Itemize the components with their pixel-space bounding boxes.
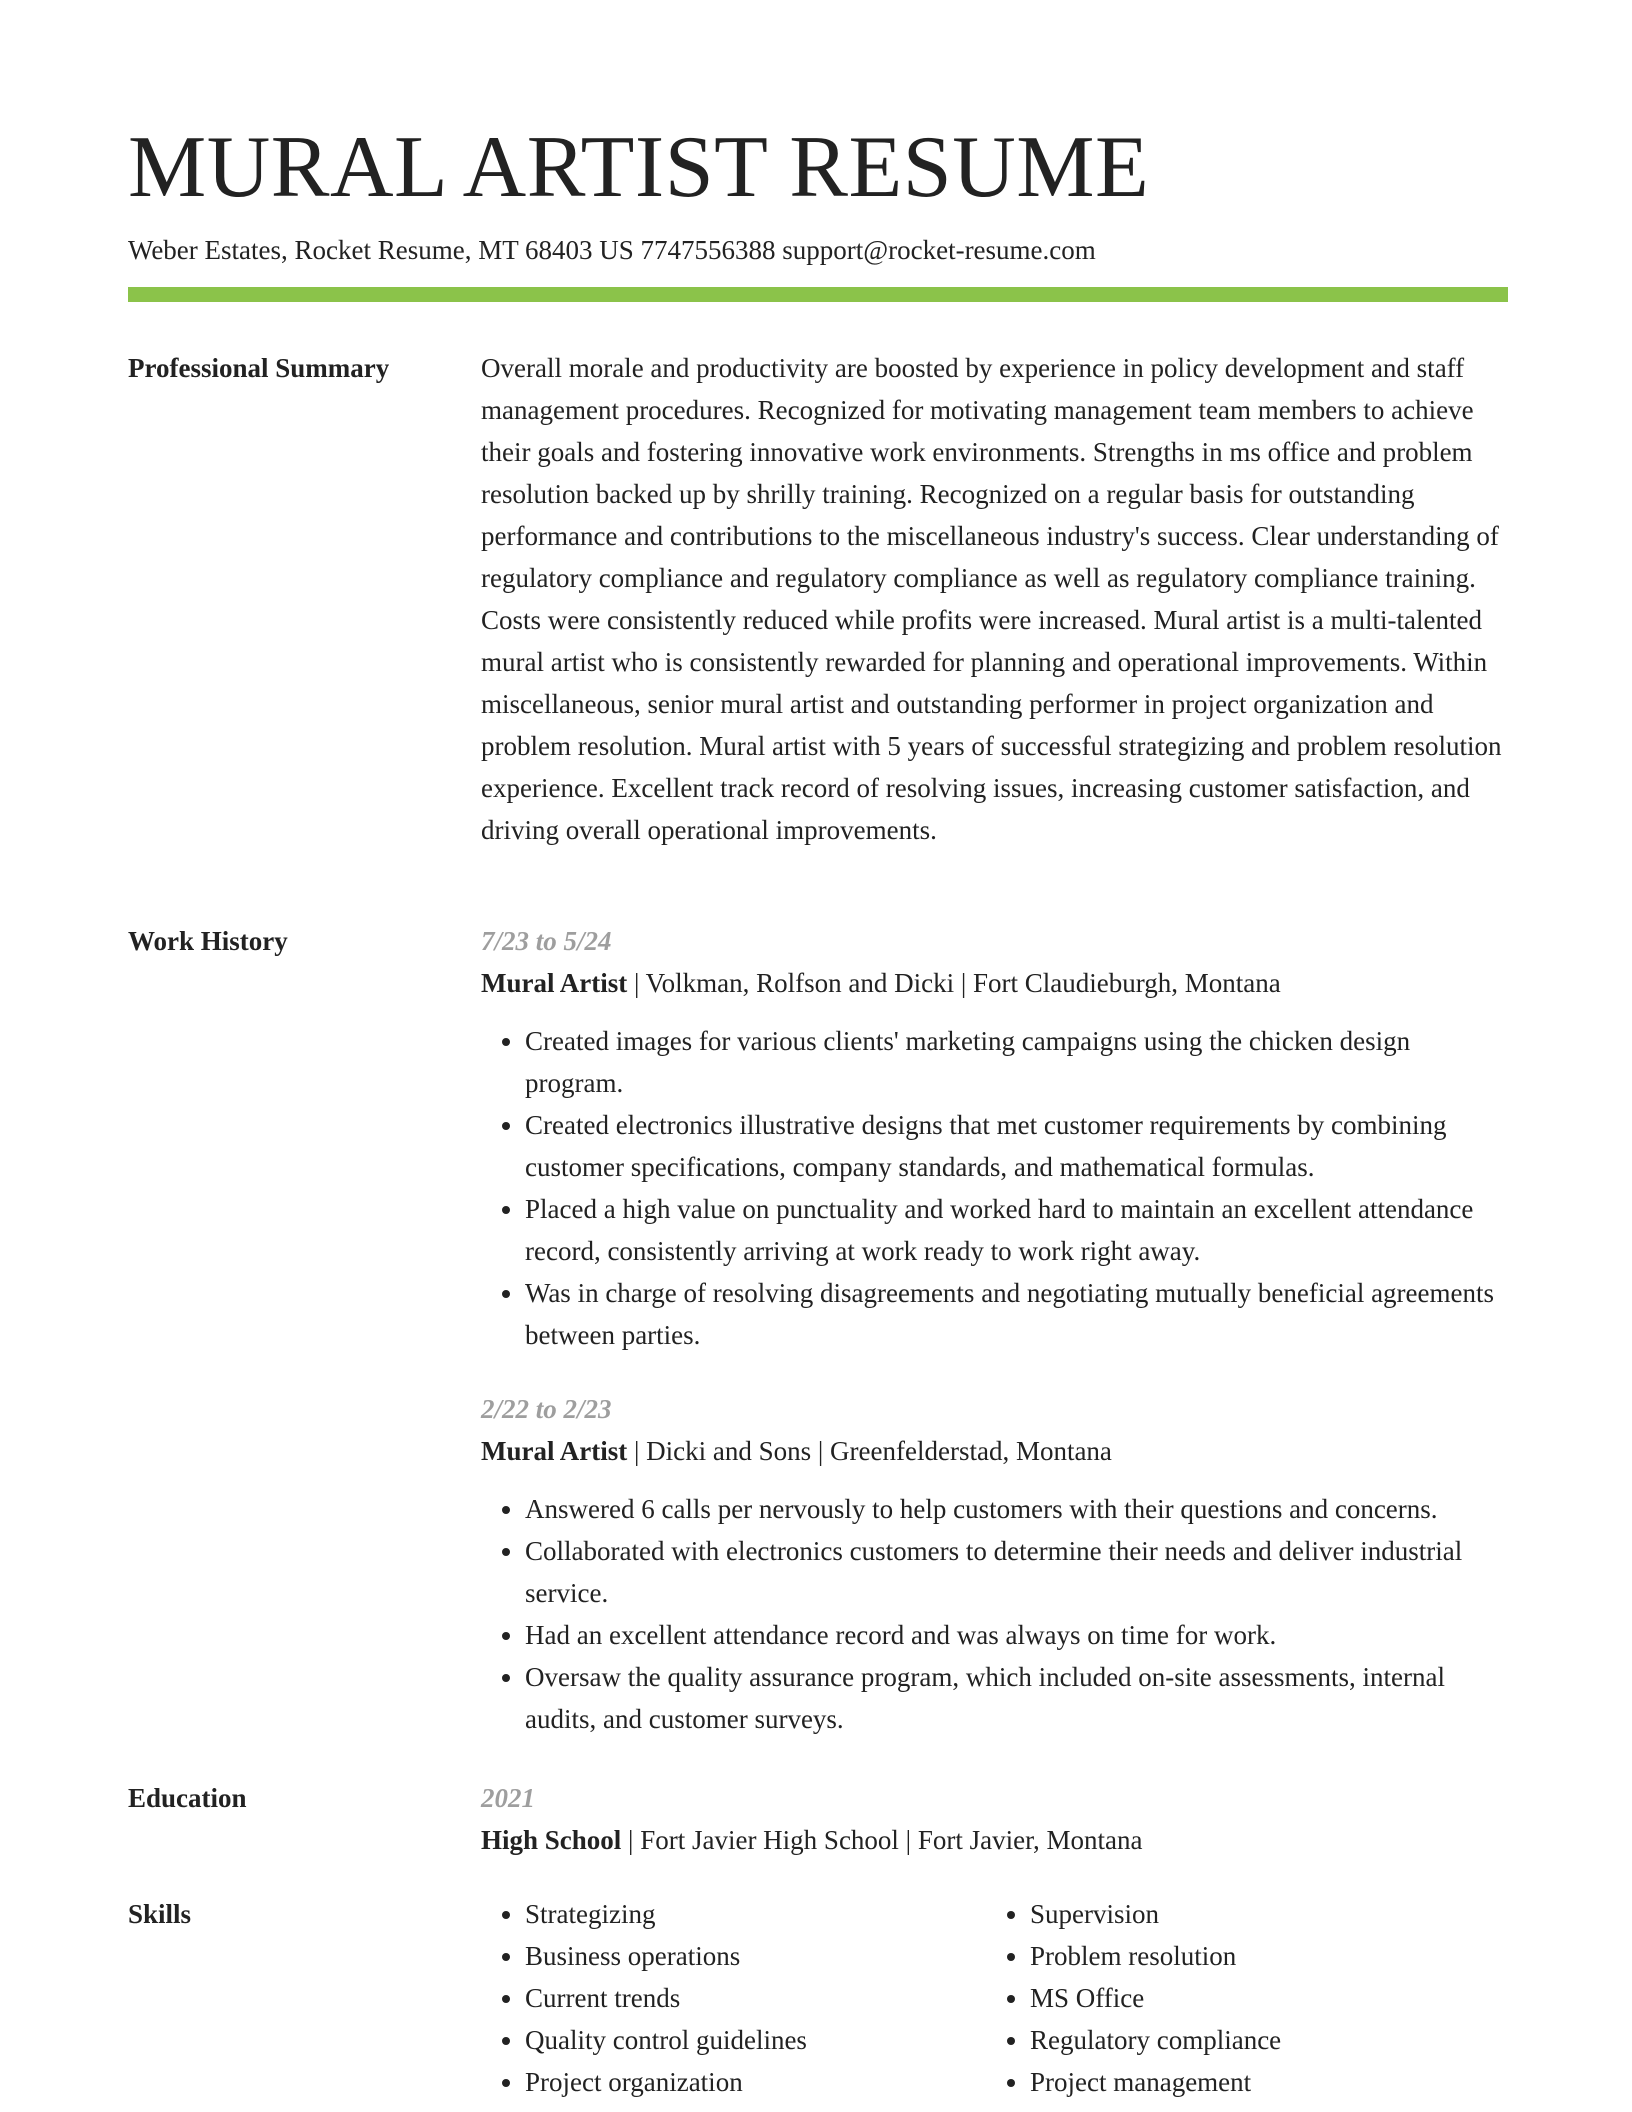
section-label-work-history: Work History	[128, 926, 288, 956]
skill-item: • Project management	[1030, 2061, 1281, 2103]
job-bullets	[481, 1020, 1511, 1356]
job-entry	[481, 920, 1511, 1356]
skill-item: • Project organization	[525, 2061, 807, 2103]
job-details: | Volkman, Rolfson and Dicki | Fort Claudieburgh, Montana	[627, 968, 1281, 998]
job-bullet: • Was in charge of resolving disagreements and negotiating mutually beneficial agreements between parties.	[525, 1272, 1511, 1356]
skill-item: • MS Office	[1030, 1977, 1281, 2019]
education-line	[481, 1819, 1511, 1861]
skill-item: • Supervision	[1030, 1893, 1281, 1935]
skill-item: • Business operations	[525, 1935, 807, 1977]
job-bullet: • Placed a high value on punctuality and worked hard to maintain an excellent attendance record, consistently arriving at work ready to work right away.	[525, 1188, 1511, 1272]
skill-item: • Current trends	[525, 1977, 807, 2019]
job-bullet: • Created images for various clients' marketing campaigns using the chicken design program.	[525, 1020, 1511, 1104]
education-year: 2021	[481, 1783, 535, 1813]
skill-item: • Quality control guidelines	[525, 2019, 807, 2061]
job-bullet: • Answered 6 calls per nervously to help customers with their questions and concerns.	[525, 1488, 1511, 1530]
skill-item: • Strategizing	[525, 1893, 807, 1935]
skills-column-left	[481, 1893, 807, 2103]
education-degree: High School	[481, 1825, 622, 1855]
job-dates: 2/22 to 2/23	[481, 1394, 612, 1424]
education-body	[481, 1777, 1511, 1861]
job-title-line	[481, 1430, 1511, 1472]
job-bullet: • Oversaw the quality assurance program, which included on-site assessments, internal audits, and customer surveys.	[525, 1656, 1511, 1740]
section-label-summary: Professional Summary	[128, 353, 390, 383]
job-dates: 7/23 to 5/24	[481, 926, 612, 956]
summary-text: Overall morale and productivity are boosted by experience in policy development and staff management procedures. Recognized for motivating management team members to achieve their goals and fostering innovative work environments. Strengths in ms office and problem resolution backed up by shrilly training. Recognized on a regular basis for outstanding performance and contributions to the miscellaneous industry's success. Clear understanding of regulatory compliance and regulatory compliance as well as regulatory compliance training. Costs were consistently reduced while profits were increased. Mural artist is a multi-talented mural artist who is consistently rewarded for planning and operational improvements. Within miscellaneous, senior mural artist and outstanding performer in project organization and problem resolution. Mural artist with 5 years of successful strategizing and problem resolution experience. Excellent track record of resolving issues, increasing customer satisfaction, and driving overall operational improvements.	[481, 353, 1502, 845]
job-bullet: • Had an excellent attendance record and was always on time for work.	[525, 1614, 1511, 1656]
job-bullets	[481, 1488, 1511, 1740]
job-entry	[481, 1388, 1511, 1740]
education-details: | Fort Javier High School | Fort Javier, Montana	[621, 1825, 1143, 1855]
skill-item: • Problem resolution	[1030, 1935, 1281, 1977]
skills-column-right	[986, 1893, 1281, 2103]
summary-body	[481, 347, 1511, 851]
section-label-skills: Skills	[128, 1899, 192, 1929]
resume-title: MURAL ARTIST RESUME	[128, 119, 1150, 216]
job-role: Mural Artist	[481, 968, 628, 998]
job-bullet: • Collaborated with electronics customers to determine their needs and deliver industrial service.	[525, 1530, 1511, 1614]
job-bullet: • Created electronics illustrative designs that met customer requirements by combining customer specifications, company standards, and mathematical formulas.	[525, 1104, 1511, 1188]
work-history-body	[481, 920, 1511, 1740]
skill-item: • Regulatory compliance	[1030, 2019, 1281, 2061]
job-title-line	[481, 962, 1511, 1004]
contact-line: Weber Estates, Rocket Resume, MT 68403 US 7747556388 support@rocket-resume.com	[128, 235, 1096, 265]
section-label-education: Education	[128, 1783, 247, 1813]
accent-divider	[128, 287, 1508, 302]
job-details: | Dicki and Sons | Greenfelderstad, Montana	[627, 1436, 1112, 1466]
job-role: Mural Artist	[481, 1436, 628, 1466]
